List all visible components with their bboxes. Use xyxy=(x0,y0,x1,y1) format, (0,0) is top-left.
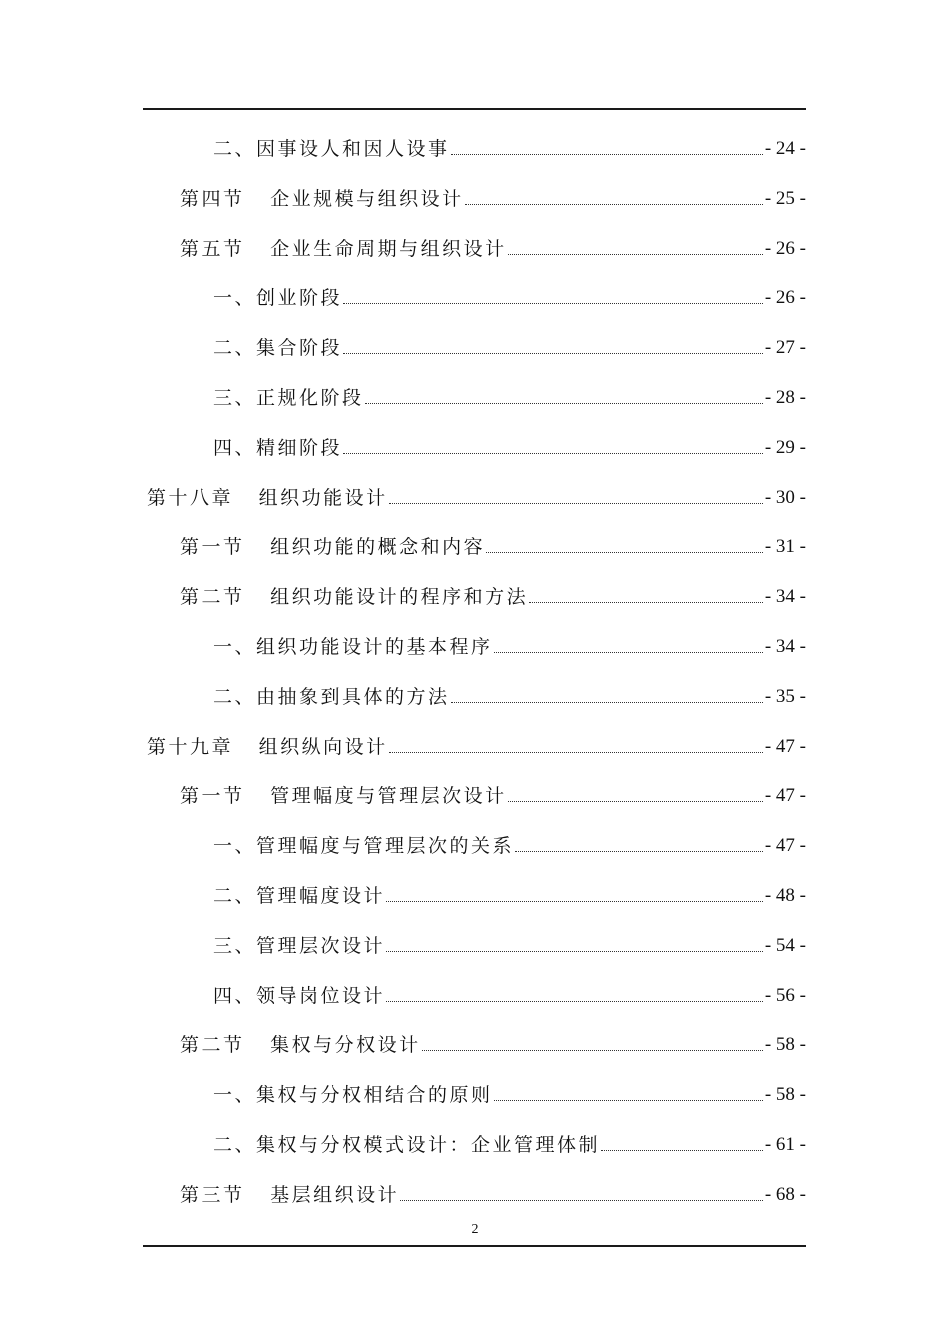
toc-entry-page: - 30 - xyxy=(764,486,806,508)
toc-entry-label: 第一节 组织功能的概念和内容 xyxy=(180,536,486,559)
toc-entry-page: - 61 - xyxy=(764,1134,806,1155)
dot-leader xyxy=(494,1100,763,1101)
toc-entry-page: - 47 - xyxy=(764,835,806,857)
toc-entry-label: 一、集权与分权相结合的原则 xyxy=(213,1084,493,1107)
toc-entry-page: - 25 - xyxy=(764,187,806,209)
toc-entry-page: - 31 - xyxy=(764,536,806,558)
dot-leader xyxy=(400,1200,763,1201)
toc-entry-label: 二、因事设人和因人设事 xyxy=(213,138,450,160)
toc-entry-section[interactable] xyxy=(180,181,806,211)
toc-entry-label: 第十九章 组织纵向设计 xyxy=(147,735,388,758)
footer-rule xyxy=(143,1245,806,1247)
toc-entry-label: 一、组织功能设计的基本程序 xyxy=(213,636,493,658)
toc-entry-item[interactable] xyxy=(213,828,806,858)
toc-entry-label: 第五节 企业生命周期与组织设计 xyxy=(180,237,507,260)
toc-entry-item[interactable] xyxy=(213,131,806,161)
toc-entry-label: 第十八章 组织功能设计 xyxy=(147,486,388,509)
dot-leader xyxy=(508,801,763,802)
toc-entry-page: - 54 - xyxy=(764,934,806,956)
toc-entry-item[interactable] xyxy=(213,978,806,1008)
toc-entry-label: 三、正规化阶段 xyxy=(213,387,364,409)
toc-entry-item[interactable] xyxy=(213,380,806,410)
toc-entry-item[interactable] xyxy=(213,330,806,360)
toc-entry-page: - 29 - xyxy=(764,436,806,458)
toc-entry-section[interactable] xyxy=(180,1177,806,1207)
dot-leader xyxy=(386,951,763,952)
dot-leader xyxy=(486,552,763,553)
toc-entry-page: - 35 - xyxy=(764,685,806,707)
page-number: 2 xyxy=(471,1222,479,1237)
toc-entry-page: - 26 - xyxy=(764,287,806,309)
toc-entry-section[interactable] xyxy=(180,579,806,609)
dot-leader xyxy=(508,254,763,255)
toc-entry-label: 二、集权与分权模式设计：企业管理体制 xyxy=(213,1134,601,1156)
dot-leader xyxy=(389,752,763,753)
toc-entry-label: 第四节 企业规模与组织设计 xyxy=(180,187,464,210)
dot-leader xyxy=(529,602,763,603)
toc-entry-page: - 47 - xyxy=(764,785,806,807)
toc-entry-page: - 47 - xyxy=(764,735,806,757)
dot-leader xyxy=(451,702,763,703)
toc-entry-item[interactable] xyxy=(213,1127,806,1157)
toc-entry-page: - 58 - xyxy=(764,1034,806,1056)
dot-leader xyxy=(601,1150,763,1151)
toc-entry-page: - 24 - xyxy=(764,138,806,159)
toc-entry-item[interactable] xyxy=(213,629,806,659)
dot-leader xyxy=(386,1001,763,1002)
toc-entry-label: 四、精细阶段 xyxy=(213,436,343,459)
toc-entry-item[interactable] xyxy=(213,679,806,709)
toc-entry-page: - 34 - xyxy=(764,636,806,657)
toc-entry-label: 三、管理层次设计 xyxy=(213,934,386,957)
toc-entry-page: - 48 - xyxy=(764,885,806,906)
toc-entry-chapter[interactable] xyxy=(147,729,806,759)
dot-leader xyxy=(343,303,763,304)
toc-entry-section[interactable] xyxy=(180,1027,806,1057)
toc-entry-page: - 68 - xyxy=(764,1183,806,1205)
toc-entry-label: 二、管理幅度设计 xyxy=(213,885,386,907)
toc-entry-page: - 56 - xyxy=(764,984,806,1006)
toc-entry-page: - 58 - xyxy=(764,1084,806,1106)
toc-entry-item[interactable] xyxy=(213,1077,806,1107)
toc-entry-section[interactable] xyxy=(180,529,806,559)
toc-entry-section[interactable] xyxy=(180,778,806,808)
dot-leader xyxy=(465,204,763,205)
toc-entry-label: 一、创业阶段 xyxy=(213,287,343,310)
dot-leader xyxy=(389,503,763,504)
dot-leader xyxy=(386,901,763,902)
dot-leader xyxy=(515,851,763,852)
toc-entry-page: - 26 - xyxy=(764,237,806,259)
toc-entry-page: - 27 - xyxy=(764,337,806,359)
toc-entry-label: 第二节 组织功能设计的程序和方法 xyxy=(180,586,529,609)
dot-leader xyxy=(494,652,763,653)
dot-leader xyxy=(365,403,763,404)
toc-entry-item[interactable] xyxy=(213,430,806,460)
toc-entry-label: 第一节 管理幅度与管理层次设计 xyxy=(180,785,507,808)
toc-entry-item[interactable] xyxy=(213,878,806,908)
toc-entry-label: 一、管理幅度与管理层次的关系 xyxy=(213,835,515,858)
dot-leader xyxy=(422,1050,763,1051)
toc-entry-chapter[interactable] xyxy=(147,480,806,510)
toc-entry-label: 四、领导岗位设计 xyxy=(213,984,386,1007)
toc-entry-label: 二、由抽象到具体的方法 xyxy=(213,685,450,708)
toc-entry-page: - 34 - xyxy=(764,586,806,608)
toc-entry-page: - 28 - xyxy=(764,387,806,408)
dot-leader xyxy=(451,154,763,155)
toc-entry-label: 第二节 集权与分权设计 xyxy=(180,1034,421,1057)
toc-entry-item[interactable] xyxy=(213,280,806,310)
toc-entry-label: 第三节 基层组织设计 xyxy=(180,1183,400,1206)
dot-leader xyxy=(343,453,763,454)
toc-entry-item[interactable] xyxy=(213,928,806,958)
toc-entry-section[interactable] xyxy=(180,231,806,261)
toc-entry-label: 二、集合阶段 xyxy=(213,337,343,360)
dot-leader xyxy=(343,353,763,354)
